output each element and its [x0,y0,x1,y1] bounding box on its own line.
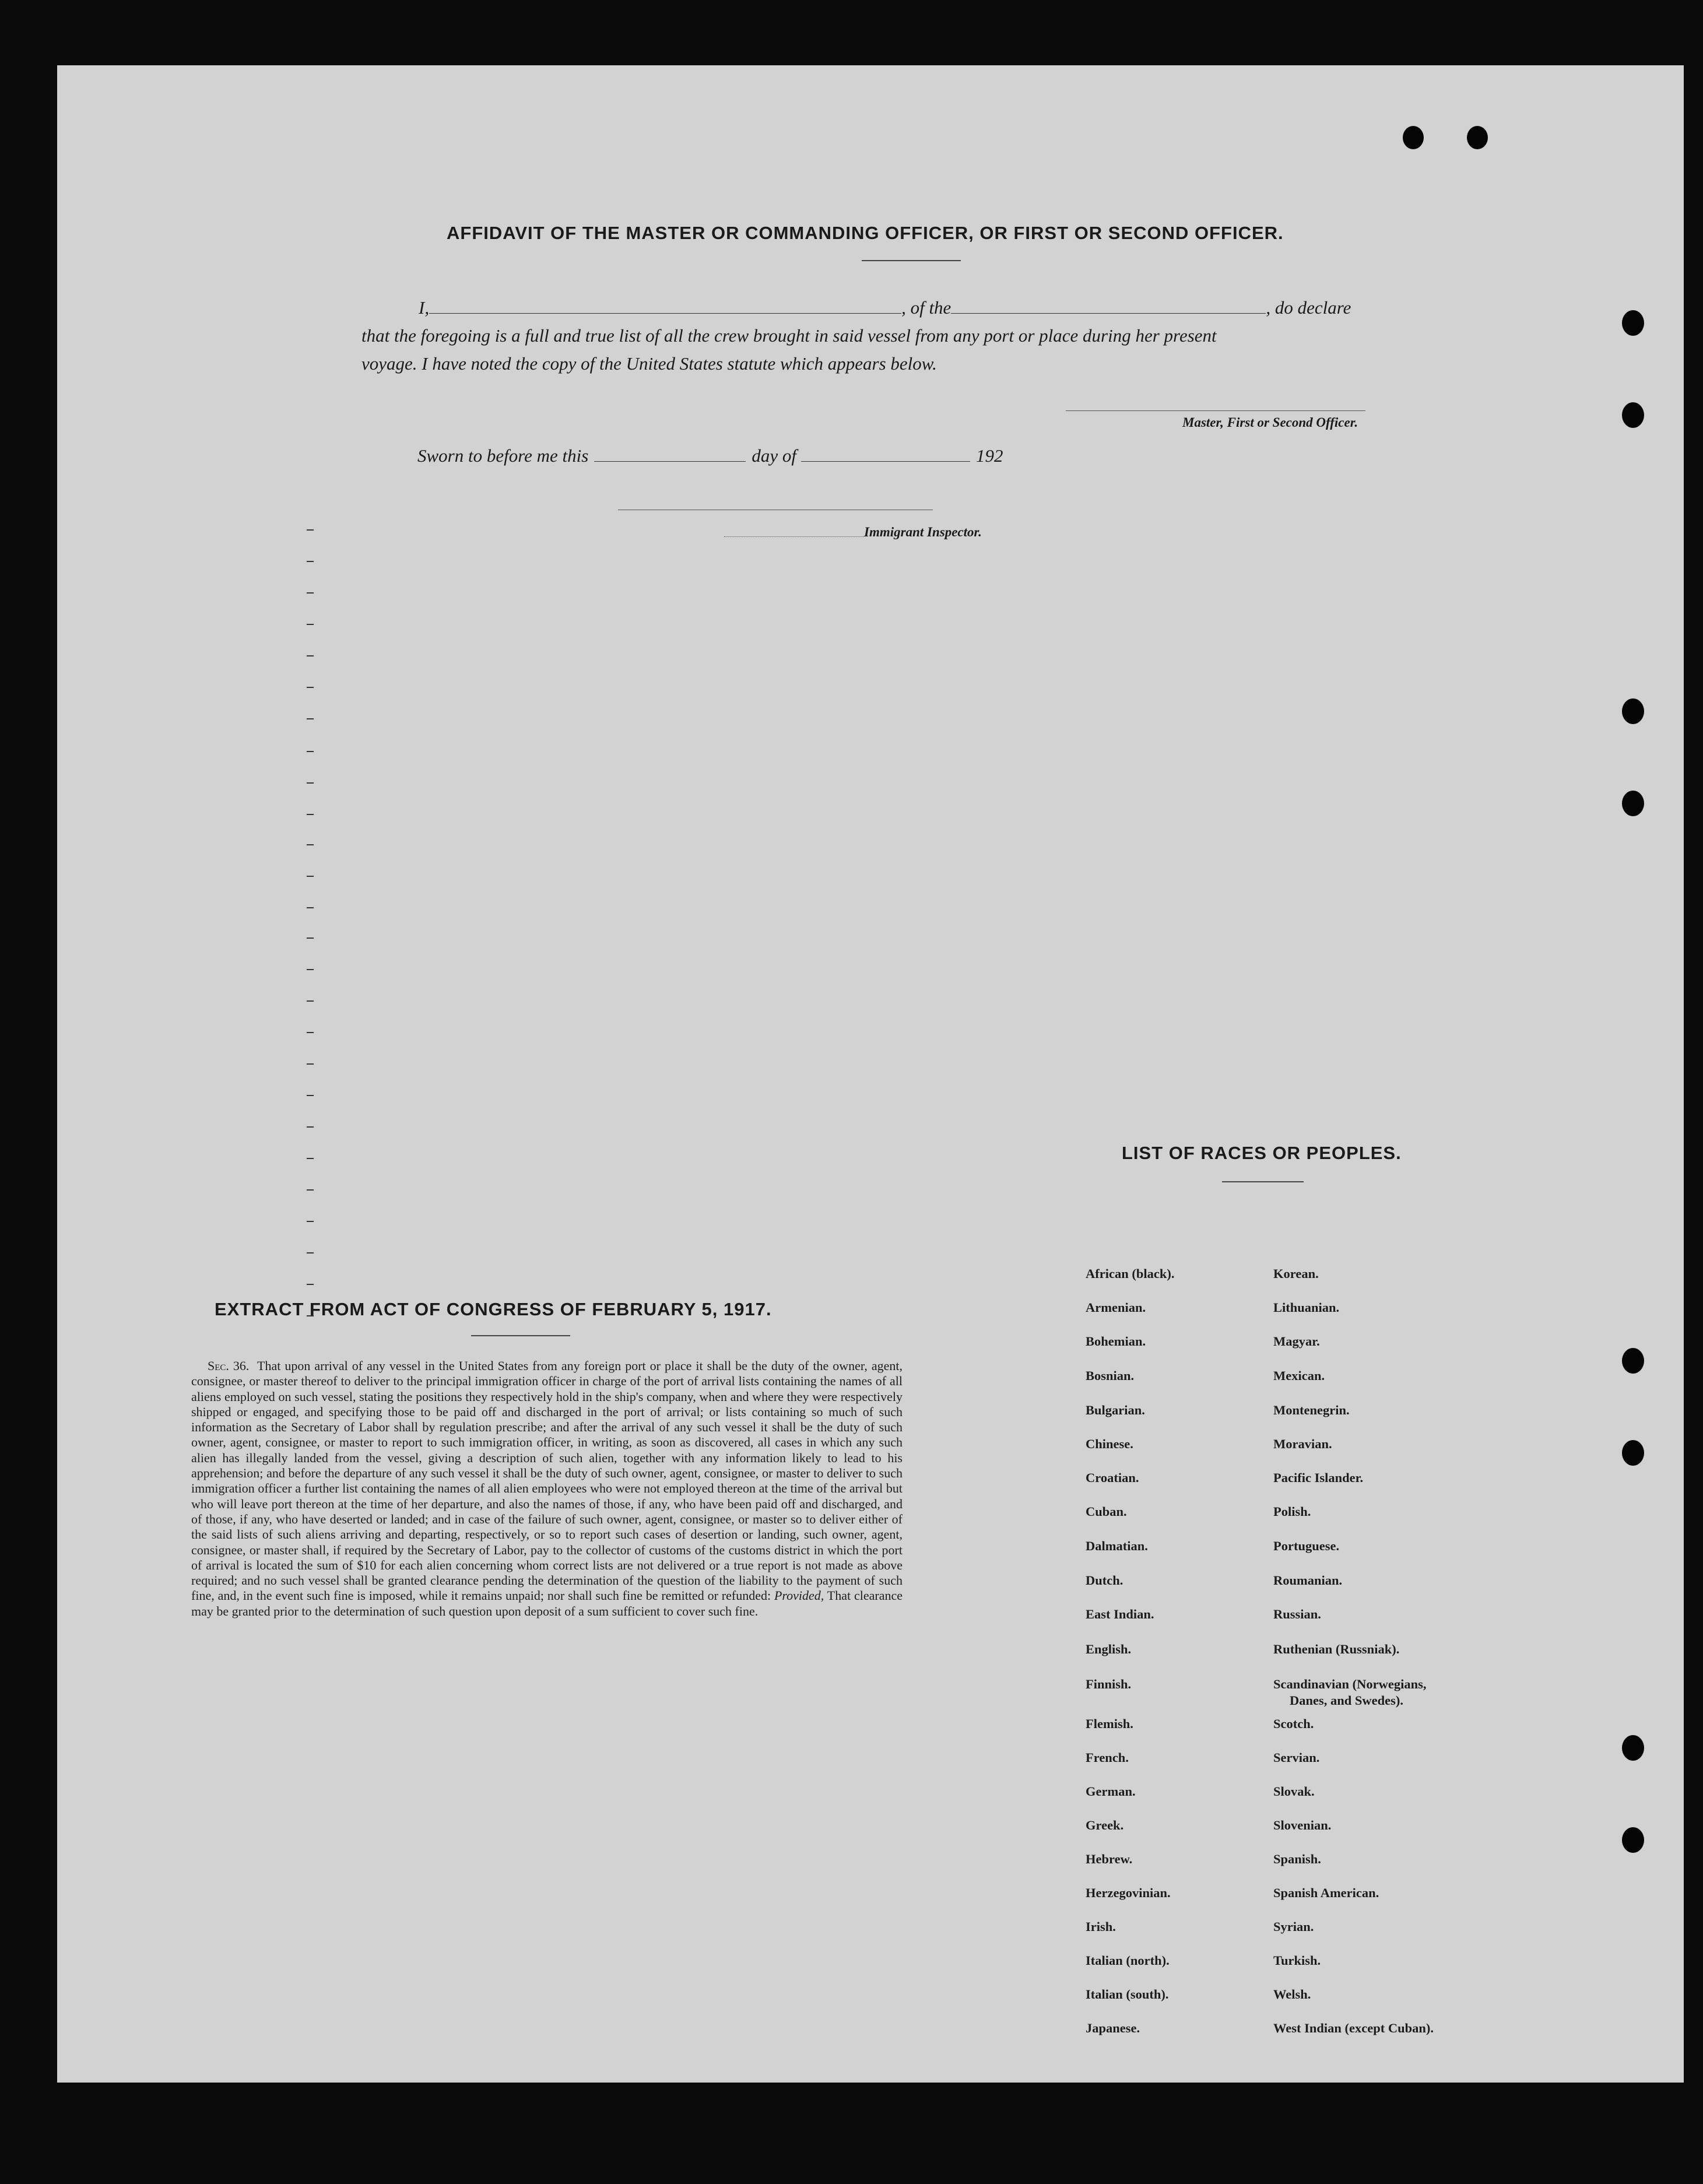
races-title-rule [1222,1181,1304,1182]
race-item: Irish. [1086,1919,1116,1934]
race-item: Pacific Islander. [1273,1470,1364,1485]
margin-dash [307,1252,314,1253]
race-item: English. [1086,1642,1132,1656]
punch-hole-icon [1622,1440,1644,1466]
vessel-name-field[interactable] [951,313,1266,314]
margin-dash [307,529,314,531]
margin-dash [307,751,314,752]
margin-dash [307,592,314,594]
margin-dash [307,876,314,877]
race-item: Italian (north). [1086,1953,1170,1968]
race-item: Finnish. [1086,1677,1132,1691]
sworn-year: 192 [975,445,1003,466]
race-item: Welsh. [1273,1987,1311,2002]
race-item: Slovak. [1273,1784,1315,1799]
punch-hole-icon [1622,1348,1644,1374]
race-item: Bulgarian. [1086,1403,1145,1417]
punch-hole-icon [1622,791,1644,816]
signature-line[interactable] [1066,410,1365,411]
margin-dash [307,969,314,970]
margin-dash [307,624,314,625]
declaration-line [419,297,1351,318]
race-item: Bosnian. [1086,1368,1135,1383]
race-item: Spanish. [1273,1852,1321,1866]
punch-hole-icon [1622,402,1644,428]
race-item: Danes, and Swedes). [1290,1693,1404,1708]
race-item: Cuban. [1086,1504,1127,1519]
race-item: Chinese. [1086,1437,1133,1451]
margin-dash [307,844,314,845]
race-item: Turkish. [1273,1953,1321,1968]
margin-dash [307,1221,314,1222]
race-item: Ruthenian (Russniak). [1273,1642,1400,1656]
race-item: Japanese. [1086,2021,1140,2035]
margin-dash [307,1095,314,1096]
officer-name-field[interactable] [429,313,901,314]
race-item: French. [1086,1750,1129,1765]
declaration-line-3: voyage. I have noted the copy of the United States statute which appears below. [361,353,937,374]
punch-hole-icon [1467,126,1488,149]
margin-dash [307,814,314,815]
race-item: Syrian. [1273,1919,1314,1934]
race-item: Roumanian. [1273,1573,1343,1588]
margin-dash [307,782,314,784]
sworn-day-of: day of [752,445,796,466]
race-item: Lithuanian. [1273,1300,1340,1315]
declaration-do-declare: , do declare [1266,297,1351,318]
margin-dash [307,687,314,688]
affidavit-title-rule [862,260,961,261]
sworn-line [417,445,1003,466]
race-item: Slovenian. [1273,1818,1332,1832]
declaration-i: I, [419,297,430,318]
margin-dash [307,655,314,656]
race-item: Flemish. [1086,1716,1133,1731]
extract-title: EXTRACT FROM ACT OF CONGRESS OF FEBRUARY 5, 1917. [215,1299,772,1319]
extract-section-label: Sec. 36. [208,1358,250,1373]
margin-dash [307,1032,314,1033]
margin-dash [307,561,314,562]
sworn-prefix: Sworn to before me this [417,445,589,466]
race-item: Armenian. [1086,1300,1146,1315]
race-item: Polish. [1273,1504,1311,1519]
race-item: Bohemian. [1086,1334,1146,1349]
extract-title-rule [471,1335,570,1336]
punch-hole-icon [1403,126,1424,149]
race-item: Korean. [1273,1266,1319,1281]
race-item: Magyar. [1273,1334,1320,1349]
race-item: Dalmatian. [1086,1539,1148,1553]
race-item: Servian. [1273,1750,1320,1765]
race-item: Italian (south). [1086,1987,1169,2002]
affidavit-title: AFFIDAVIT OF THE MASTER OR COMMANDING OFFICER, OR FIRST OR SECOND OFFICER. [447,223,1284,243]
race-item: East Indian. [1086,1607,1154,1621]
margin-dash [307,1158,314,1159]
race-item: Greek. [1086,1818,1124,1832]
punch-hole-icon [1622,1827,1644,1853]
race-item: German. [1086,1784,1136,1799]
race-item: Croatian. [1086,1470,1139,1485]
race-item: West Indian (except Cuban). [1273,2021,1434,2035]
margin-dash [307,1063,314,1065]
margin-dash [307,937,314,939]
punch-hole-icon [1622,1735,1644,1761]
race-item: Russian. [1273,1607,1321,1621]
sworn-day-field[interactable] [594,461,746,462]
declaration-line-2: that the foregoing is a full and true list of all the crew brought in said vessel from any port or place during her present [361,325,1217,346]
race-item: Dutch. [1086,1573,1123,1588]
race-item: Portuguese. [1273,1539,1340,1553]
extract-proviso-label: Provided, [774,1588,824,1603]
margin-dash [307,1284,314,1285]
declaration-of-the: , of the [901,297,951,318]
race-item: Spanish American. [1273,1885,1379,1900]
extract-proviso-text: That clearance may be granted prior to the determination of such question upon deposit of a sum sufficient to cover such fine. [191,1588,903,1618]
race-item: African (black). [1086,1266,1175,1281]
extract-text: That upon arrival of any vessel in the United States from any foreign port or place it shall be the duty of the owner, agent, consignee, or master thereof to deliver to the principal immigration officer in charge of the port of arrival lists containing the names of all aliens employed on such vessel, stating the positions they respectively hold in the ship's company, when and where they were respectively shipped or engaged, and specifying those to be paid off and discharged in the port of arrival; or lists containing so much of such information as the Secretary of Labor shall by regulation prescribe; and after the arrival of any such vessel it shall be the duty of such owner, agent, consignee, or master to report to such immigration officer, in writing, as soon as discovered, all cases in which any such alien has illegally landed from the vessel, giving a description of such alien, together with any information likely to lead to his apprehension; and before the departure of any such vessel it shall be the duty of such owner, agent, consignee, or master to deliver to such immigration officer a further list containing the names of all alien employees who were not employed thereon at the time of the arrival but who will leave port thereon at the time of her departure, and also the names of those, if any, who have been paid off and discharged, and of those, if any, who have deserted or landed; and in case of the failure of such owner, agent, consignee, or master so to deliver either of the said lists of such aliens arriving and departing, respectively, or so to report such cases of desertion or landing, such owner, agent, consignee, or master shall, if required by the Secretary of Labor, pay to the collector of customs of the customs district in which the port of arrival is located the sum of $10 for each alien concerning whom correct lists are not delivered or a true report is not made as above required; and no such vessel shall be granted clearance pending the determination of the question of the liability to the payment of such fine, and, in the event such fine is imposed, while it remains unpaid; nor shall such fine be remitted or refunded: [191,1358,903,1603]
margin-dash [307,1189,314,1191]
margin-dash [307,1000,314,1002]
race-item: Hebrew. [1086,1852,1133,1866]
race-item: Scandinavian (Norwegians, [1273,1677,1427,1691]
margin-dash [307,1126,314,1128]
races-title: LIST OF RACES OR PEOPLES. [1122,1143,1402,1163]
race-item: Scotch. [1273,1716,1314,1731]
extract-body [191,1358,903,1619]
race-item: Montenegrin. [1273,1403,1350,1417]
sworn-month-field[interactable] [801,461,970,462]
race-item: Moravian. [1273,1437,1332,1451]
margin-dash [307,718,314,719]
margin-dash [307,907,314,908]
signature-caption: Master, First or Second Officer. [1182,415,1358,430]
inspector-name-line[interactable] [724,536,864,537]
inspector-caption: Immigrant Inspector. [864,525,982,539]
punch-hole-icon [1622,698,1644,724]
form-page [57,65,1684,2083]
punch-hole-icon [1622,310,1644,336]
race-item: Mexican. [1273,1368,1325,1383]
race-item: Herzegovinian. [1086,1885,1171,1900]
